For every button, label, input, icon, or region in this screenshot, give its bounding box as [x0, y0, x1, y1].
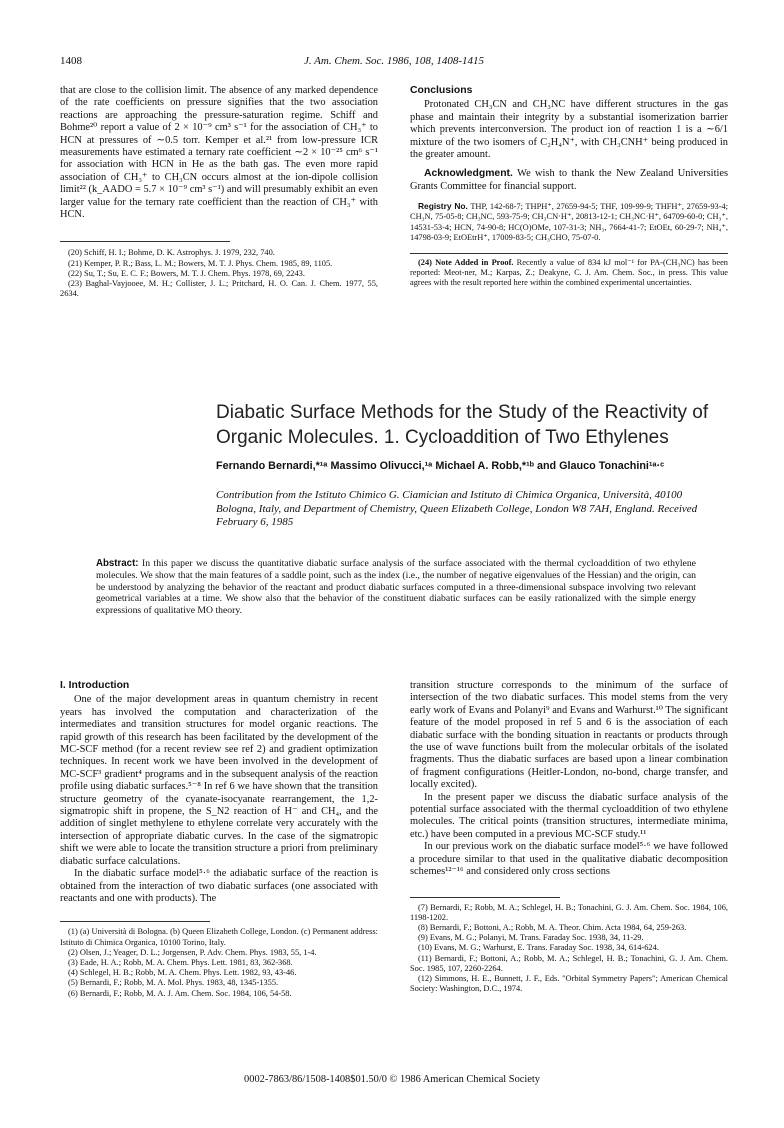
previous-article-right-column — [410, 85, 728, 289]
intro-paragraph: One of the major development areas in quantum chemistry in recent years has involved the computation and characterization of the intermediates and transition structures for model organic reactions. The rapid growth of this research has been facilitated by the development of the MC-SCF method (for a recent review see ref 2) and gradient optimization techniques. In recent work we have been involved in the development of MC-SCF³ gradient⁴ programs and in the subsequent analysis of the reaction profile using diabatic surfaces.⁵⁻⁸ In ref 6 we have shown that the transition structure geometry of the cyanate-isocyanate rearrangement, the 1,2-sigmatropic shift in propene, the S_N2 reaction of H⁻ and CH₄, and the addition of singlet methylene to ethylene correlate very accurately with the intersection of appropriate diabatic curves. In the case of the sigmatropic shift we were able to locate the transition structure a priori from preliminary diabatic surface calculations. — [60, 694, 378, 867]
note-divider — [410, 253, 728, 254]
footnote-divider — [60, 921, 210, 922]
footnote: (4) Schlegel, H. B.; Robb, M. A. Chem. Phys. Lett. 1982, 93, 43-46. — [68, 968, 297, 978]
page-header — [60, 55, 728, 71]
footnote: (7) Bernardi, F.; Robb, M. A.; Schlegel, H. B.; Tonachini, G. J. Am. Chem. Soc. 1984, 106, 1198-1202. — [410, 902, 728, 922]
footnote: (3) Eade, H. A.; Robb, M. A. Chem. Phys. Lett. 1981, 83, 362-368. — [68, 957, 293, 967]
intro-paragraph: In our previous work on the diabatic surface model⁵·⁶ we have followed a procedure similar to that used in the qualitative diabatic decomposition schemes¹²⁻¹⁶ and considered only cross sections — [410, 841, 728, 878]
footnote: (22) Su, T.; Su, E. C. F.; Bowers, M. T. J. Chem. Phys. 1978, 69, 2243. — [68, 268, 305, 278]
footnote: (1) (a) Università di Bologna. (b) Queen Elizabeth College, London. (c) Permanent address: Istituto di Chimica Organica, 10100 Torino, Italy. — [60, 927, 378, 947]
footnote: (23) Baghal-Vayjooee, M. H.; Collister, J. L.; Pritchard, H. O. Can. J. Chem. 1977, 55, 2634. — [60, 279, 378, 299]
footnote: (12) Simmons, H. E., Bunnett, J. F., Eds. "Orbital Symmetry Papers"; American Chemical Society: Washington, D.C., 1974. — [410, 973, 728, 994]
conclusions-heading: Conclusions — [410, 85, 473, 96]
page-footer: 0002-7863/86/1508-1408$01.50/0 © 1986 American Chemical Society — [244, 1074, 540, 1085]
note-paragraph — [410, 258, 728, 289]
footnote: (9) Evans, M. G.; Polanyi, M. Trans. Faraday Soc. 1938, 34, 11-29. — [418, 933, 644, 943]
intro-right-footnotes — [410, 903, 728, 995]
footnote: (6) Bernardi, F.; Robb, M. A. J. Am. Chem. Soc. 1984, 106, 54-58. — [68, 988, 292, 998]
running-head: J. Am. Chem. Soc. 1986, 108, 1408-1415 — [303, 55, 485, 67]
footnote: (20) Schiff, H. I.; Bohme, D. K. Astrophys. J. 1979, 232, 740. — [68, 248, 275, 258]
note-body: Recently a value of 834 kJ mol⁻¹ for PA-(CH₃NC) has been reported: Meot-ner, M.; Karpas, Z.; Deakyne, C. J. Am. Chem. Soc., in press. This value agrees with the result reported here within the combined experimental uncertainties. — [410, 258, 728, 288]
intro-left-footnotes — [60, 927, 378, 998]
acknowledgment — [410, 168, 728, 193]
note-label: (24) Note Added in Proof. — [418, 258, 514, 268]
intro-heading: I. Introduction — [60, 680, 130, 691]
footnote-divider — [410, 897, 560, 898]
acknowledgment-body: We wish to thank the New Zealand Universities Grants Committee for financial support. — [410, 168, 728, 192]
footnote: (11) Bernardi, F.; Bottoni, A.; Robb, M. A.; Schlegel, H. B.; Tonachini, G. J. Am. Chem. Soc. 1985, 107, 2260-2264. — [410, 953, 728, 973]
title-line: Organic Molecules. 1. Cycloaddition of Two Ethylenes — [216, 427, 669, 448]
intro-paragraph: In the diabatic surface model⁵·⁶ the adiabatic surface of the reaction is obtained from the interaction of two diabatic surfaces (one associated with reactants and one with products). The — [60, 868, 378, 904]
intro-right-column — [410, 680, 728, 994]
footnote: (8) Bernardi, F.; Bottoni, A.; Robb, M. A. Theor. Chim. Acta 1984, 64, 259-263. — [418, 922, 687, 932]
affiliation: Contribution from the Istituto Chimico G. Ciamician and Istituto di Chimica Organica, Università, 40100 Bologna, Italy, and Department of Chemistry, Queen Elizabeth College, London W8 7AH, England. Received February 6, 1985 — [216, 489, 698, 528]
footnote: (10) Evans, M. G.; Warhurst, E. Trans. Faraday Soc. 1938, 34, 614-624. — [418, 943, 659, 953]
previous-article-left-column — [60, 85, 378, 299]
article-title — [216, 400, 736, 450]
abstract-body: In this paper we discuss the quantitative diabatic surface analysis of the surface associated with the thermal cycloaddition of two ethylene molecules. We show that the main features of a saddle point, such as the index (i.e., the number of negative eigenvalues of the Hessian) and the origin, can be understood by analyzing the behavior of the reactant and product diabatic surfaces computed in a three-dimensional subspace involving two relevant geometrical variables at a time. We show also that the behavior of the constituent diabatic surfaces can be easily rationalized with the simple energy expressions of qualitative MO theory. — [96, 558, 696, 617]
intro-paragraph: In the present paper we discuss the diabatic surface analysis of the potential surface associated with the thermal cycloaddition of two ethylene molecules. The critical points (transition structures, intermediate minima, etc.) have been computed in a previous MC-SCF study.¹¹ — [410, 791, 728, 840]
footnote: (5) Bernardi, F.; Robb, M. A. Mol. Phys. 1983, 48, 1345-1355. — [68, 978, 279, 988]
note-added — [410, 258, 728, 289]
previous-article-body: that are close to the collision limit. The absence of any marked dependence of the rate coefficients on pressure signifies that the two association reactions are approaching the pressure-saturation regime. Schiff and Bohme²⁰ report a value of 2 × 10⁻⁹ cm³ s⁻¹ for the association of CH₃⁺ to HCN at pressures of ∼0.5 torr. Kemper et al.²¹ from low-pressure ICR measurements have estimated a ternary rate coefficient ∼2 × 10⁻²⁵ cm⁶ s⁻¹ for association with HCN in He as the bath gas. The even more rapid association of CH₃⁺ to CH₃CN occurs almost at the ion-dipole collision limit²² (k_AADO = 5.7 × 10⁻⁹ cm³ s⁻¹) and will presumably exhibit an even larger value for the ternary rate coefficient than the reaction of CH₃⁺ with HCN. — [60, 85, 378, 221]
footnote-divider — [60, 241, 230, 242]
registry-body: THP, 142-68-7; THPH⁺, 27659-94-5; THF, 109-99-9; THFH⁺, 27659-93-4; CH₃N, 75-05-8; CH₃NC, 593-75-9; CH₃CN·H⁺, 20813-12-1; CH₃NC·H⁺, 64709-60-0; CH₃⁺, 14531-53-4; HCN, 74-90-8; HC(O)OMe, 107-31-3; NH₃, 7664-41-7; EtOEt, 60-29-7; NH₄⁺, 14798-03-9; EtOEtrH⁺, 17009-83-5; CH₃CHO, 75-07-0. — [410, 202, 728, 242]
acknowledgment-label: Acknowledgment. — [424, 168, 513, 180]
intro-paragraph: transition structure corresponds to the minimum of the surface of intersection of the two diabatic surfaces. This model stems from the very early work of Evans and Polanyi⁹ and Evans and Warhurst.¹⁰ The significant feature of the model proposed in ref 5 and 6 is the association of each diabatic surface with the bonding situation in reactants or products through the use of wave functions built from the molecular orbitals of the isolated fragments. Thus the diabatic surfaces are based upon a linear combination of fragment configurations (Heitler-London, no-bond, charge transfer, and locally excited). — [410, 680, 728, 791]
authors: Fernando Bernardi,*¹ᵃ Massimo Olivucci,¹ᵃ Michael A. Robb,*¹ᵇ and Glauco Tonachini¹ᵃ·ᶜ — [216, 460, 665, 472]
abstract — [96, 558, 696, 617]
registry-label: Registry No. — [418, 201, 468, 212]
title-line: Diabatic Surface Methods for the Study of the Reactivity of — [216, 402, 709, 423]
footnote: (21) Kemper, P. R.; Bass, L. M.; Bowers, M. T. J. Phys. Chem. 1985, 89, 1105. — [68, 258, 333, 268]
footnote: (2) Olsen, J.; Yeager, D. L.; Jorgensen, P. Adv. Chem. Phys. 1983, 55, 1-4. — [68, 947, 317, 957]
page-number: 1408 — [60, 55, 82, 67]
registry-paragraph — [410, 201, 728, 243]
registry-numbers — [410, 201, 728, 243]
previous-footnotes — [60, 248, 378, 299]
intro-left-column — [60, 680, 378, 999]
abstract-label: Abstract: — [96, 558, 139, 569]
conclusions-body: Protonated CH₃CN and CH₃NC have different structures in the gas phase and maintain their integrity by a substantial isomerization barrier which prevents interconversion. The product ion of reaction 1 is a ∼6/1 mixture of the two isomers of C₂H₄N⁺, with CH₃CNH⁺ being produced in the greater amount. — [410, 99, 728, 161]
